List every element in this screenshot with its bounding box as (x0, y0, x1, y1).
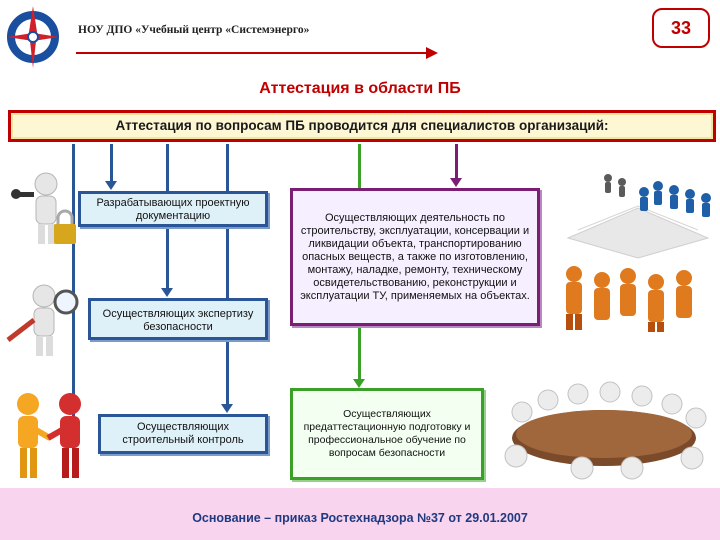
page-number: 33 (652, 8, 710, 48)
header-arrow-icon (426, 47, 438, 59)
header-underline (76, 52, 428, 54)
arrow-box4-icon (450, 178, 462, 187)
arrow-box2-icon (161, 288, 173, 297)
arrow-box3-icon (221, 404, 233, 413)
category-training: Осуществляющих предаттестационную подготовку и профессиональное обучение по вопросам безопасности (290, 388, 484, 480)
connector-box3 (226, 144, 229, 405)
handshake-people-icon (4, 388, 94, 484)
person-with-magnifier-icon (4, 280, 84, 360)
page-title: Аттестация в области ПБ (259, 80, 461, 97)
connector-box4 (455, 144, 458, 179)
people-on-puzzle-icon (548, 168, 716, 260)
headline-banner: Аттестация по вопросам ПБ проводится для специалистов организаций: (8, 110, 716, 142)
person-with-key-and-lock-icon (8, 170, 78, 250)
arrow-box1-icon (105, 181, 117, 190)
category-operation-activities: Осуществляющих деятельность по строительству, эксплуатации, консервации и ликвидации объекта, транспортированию опасных веществ, а также по изготовлению, монтажу, наладке, ремонту, техническому освидетельствованию, реконструкции и эксплуатации ТУ, применяемых на объектах. (290, 188, 540, 326)
group-of-people-icon (544, 260, 716, 334)
company-logo-icon (4, 2, 62, 72)
arrow-box5-icon (353, 379, 365, 388)
footer-basis-text: Основание – приказ Ростехнадзора №37 от 29.01.2007 (192, 511, 528, 525)
category-safety-expertise: Осуществляющих экспертизу безопасности (88, 298, 268, 340)
connector-box1 (110, 144, 113, 182)
round-table-meeting-icon (492, 376, 716, 486)
category-project-documentation: Разрабатывающих проектную документацию (78, 191, 268, 227)
category-construction-control: Осуществляющих строительный контроль (98, 414, 268, 454)
organization-name: НОУ ДПО «Учебный центр «Системэнерго» (78, 24, 310, 36)
